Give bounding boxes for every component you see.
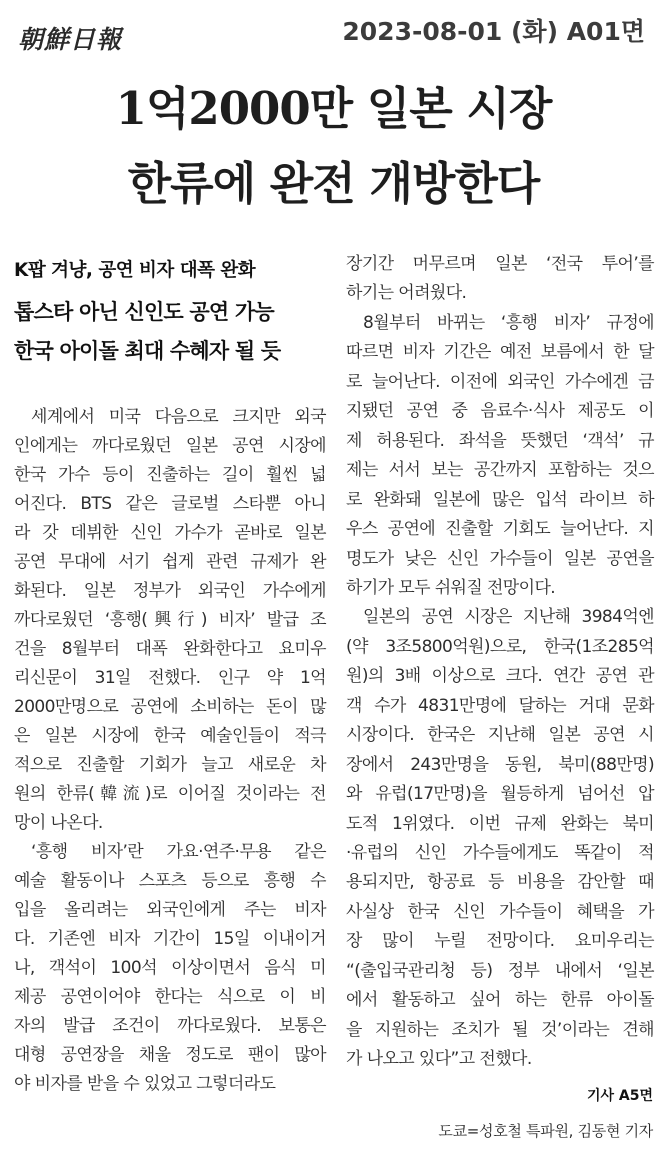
body-text-line: 2000만명으로 공연에 소비하는 돈이 많 (14, 697, 326, 717)
body-text-line: 제공 공연이어야 한다는 식으로 이 비 (14, 987, 326, 1007)
body-text-line: 어진다. BTS 같은 글로벌 스타뿐 아니 (14, 494, 326, 514)
body-text-line: 객 수가 4831만명에 달하는 거대 문화 (346, 695, 654, 716)
body-text-line: 을 지원하는 조치가 될 것’이라는 견해 (346, 1019, 654, 1040)
body-text-line: 자의 발급 조건이 까다로웠다. 보통은 (14, 1016, 326, 1036)
body-text-line: 제는 서서 보는 공간까지 포함하는 것으 (346, 460, 654, 481)
subhead-1: 톱스타 아닌 신인도 공연 가능 (14, 300, 274, 324)
body-text-line: 망이 나온다. (14, 813, 103, 833)
body-text-line: 대형 공연장을 채울 정도로 팬이 많아 (14, 1045, 326, 1065)
body-text-line: 한국 가수 등이 진출하는 길이 훨씬 넓 (14, 465, 326, 485)
body-text-line: 인에게는 까다로웠던 일본 공연 시장에 (14, 436, 326, 456)
body-text-line: 건을 8월부터 대폭 완화한다고 요미우 (14, 639, 326, 659)
byline: 도쿄=성호철 특파원, 김동현 기자 (438, 1122, 653, 1140)
body-text-line: “(출입국관리청 등) 정부 내에서 ‘일본 (346, 960, 654, 981)
body-text-line: 장에서 243만명을 동원, 북미(88만명) (346, 754, 654, 775)
body-text-line: 일본의 공연 시장은 지난해 3984억엔 (363, 607, 654, 628)
body-text-line: 장기간 머무르며 일본 ‘전국 투어’를 (346, 254, 654, 274)
body-text-line: 리신문이 31일 전했다. 인구 약 1억 (14, 668, 326, 688)
body-text-line: 하기가 모두 쉬워질 전망이다. (346, 577, 556, 598)
body-text-line: 사실상 한국 신인 가수들이 혜택을 가 (346, 901, 654, 922)
body-text-line: 적으로 진출할 기회가 늘고 새로운 차 (14, 755, 326, 775)
body-text-line: 제 허용된다. 좌석을 뜻했던 ‘객석’ 규 (346, 430, 654, 451)
headline-line-1: 1억2000만 일본 시장 (115, 82, 552, 135)
body-text-line: 원)의 3배 이상으로 크다. 연간 공연 관 (346, 666, 654, 687)
body-text-line: ‘흥행 비자’란 가요·연주·무용 같은 (31, 842, 326, 862)
body-text-line: 용되지만, 항공료 등 비용을 감안할 때 (346, 872, 654, 893)
issue-date: 2023-08-01 (화) A01면 (342, 17, 645, 46)
body-text-line: 다. 기존엔 비자 기간이 15일 이내이거 (14, 929, 326, 949)
headline-line-2: 한류에 완전 개방한다 (127, 157, 540, 210)
body-text-line: 공연 무대에 서기 쉽게 관련 규제가 완 (14, 552, 326, 572)
body-text-line: 8월부터 바뀌는 ‘흥행 비자’ 규정에 (363, 312, 654, 333)
body-text-line: 장 많이 누릴 전망이다. 요미우리는 (346, 931, 654, 952)
body-text-line: 로 늘어난다. 이전에 외국인 가수에겐 금 (346, 371, 654, 392)
body-text-line: 시장이다. 한국은 지난해 일본 공연 시 (346, 725, 654, 746)
body-text-line: 까다로웠던 ‘흥행(興行) 비자’ 발급 조 (14, 610, 326, 630)
body-text-line: 도적 1위였다. 이번 규제 완화는 북미 (346, 813, 654, 834)
body-text-line: 화된다. 일본 정부가 외국인 가수에게 (14, 581, 326, 601)
body-text-line: 하기는 어려웠다. (346, 283, 467, 304)
body-text-line: 로 완화돼 일본에 많은 입석 라이브 하 (346, 489, 654, 510)
body-text-line: 나, 객석이 100석 이상이면서 음식 미 (14, 958, 326, 978)
body-text-line: 입을 올리려는 외국인에게 주는 비자 (14, 900, 326, 920)
body-text-line: (약 3조5800억원)으로, 한국(1조285억 (346, 636, 654, 657)
body-text-line: 에서 활동하고 싶어 하는 한류 아이돌 (346, 990, 654, 1011)
body-text-line: 라 갓 데뷔한 신인 가수가 곧바로 일본 (14, 523, 326, 543)
body-text-line: 따르면 비자 기간은 예전 보름에서 한 달 (346, 342, 654, 363)
subhead-2: 한국 아이돌 최대 수혜자 될 듯 (14, 339, 281, 363)
body-text-line: 은 일본 시장에 한국 예술인들이 적극 (14, 726, 326, 746)
body-text-line: ·유럽의 신인 가수들에게도 똑같이 적 (346, 843, 654, 863)
body-text-line: 세계에서 미국 다음으로 크지만 외국 (31, 407, 326, 427)
body-text-line: 원의 한류(韓流)로 이어질 것이라는 전 (14, 784, 326, 804)
body-text-line: 명도가 낮은 신인 가수들이 일본 공연을 (346, 548, 654, 569)
body-text-line: 야 비자를 받을 수 있었고 그렇더라도 (14, 1074, 276, 1094)
article-reference: 기사 A5면 (586, 1088, 653, 1104)
kicker: K팝 겨냥, 공연 비자 대폭 완화 (14, 260, 256, 281)
newspaper-logo: 朝鮮日報 (18, 25, 123, 54)
body-text-line: 예술 활동이나 스포츠 등으로 흥행 수 (14, 871, 326, 891)
body-text-line: 우스 공연에 진출할 기회도 늘어난다. 지 (346, 519, 654, 540)
body-text-line: 와 유럽(17만명)을 월등하게 넘어선 압 (346, 784, 654, 805)
body-text-line: 지됐던 공연 중 음료수·식사 제공도 이 (346, 401, 654, 422)
body-text-line: 가 나오고 있다”고 전했다. (346, 1049, 532, 1070)
